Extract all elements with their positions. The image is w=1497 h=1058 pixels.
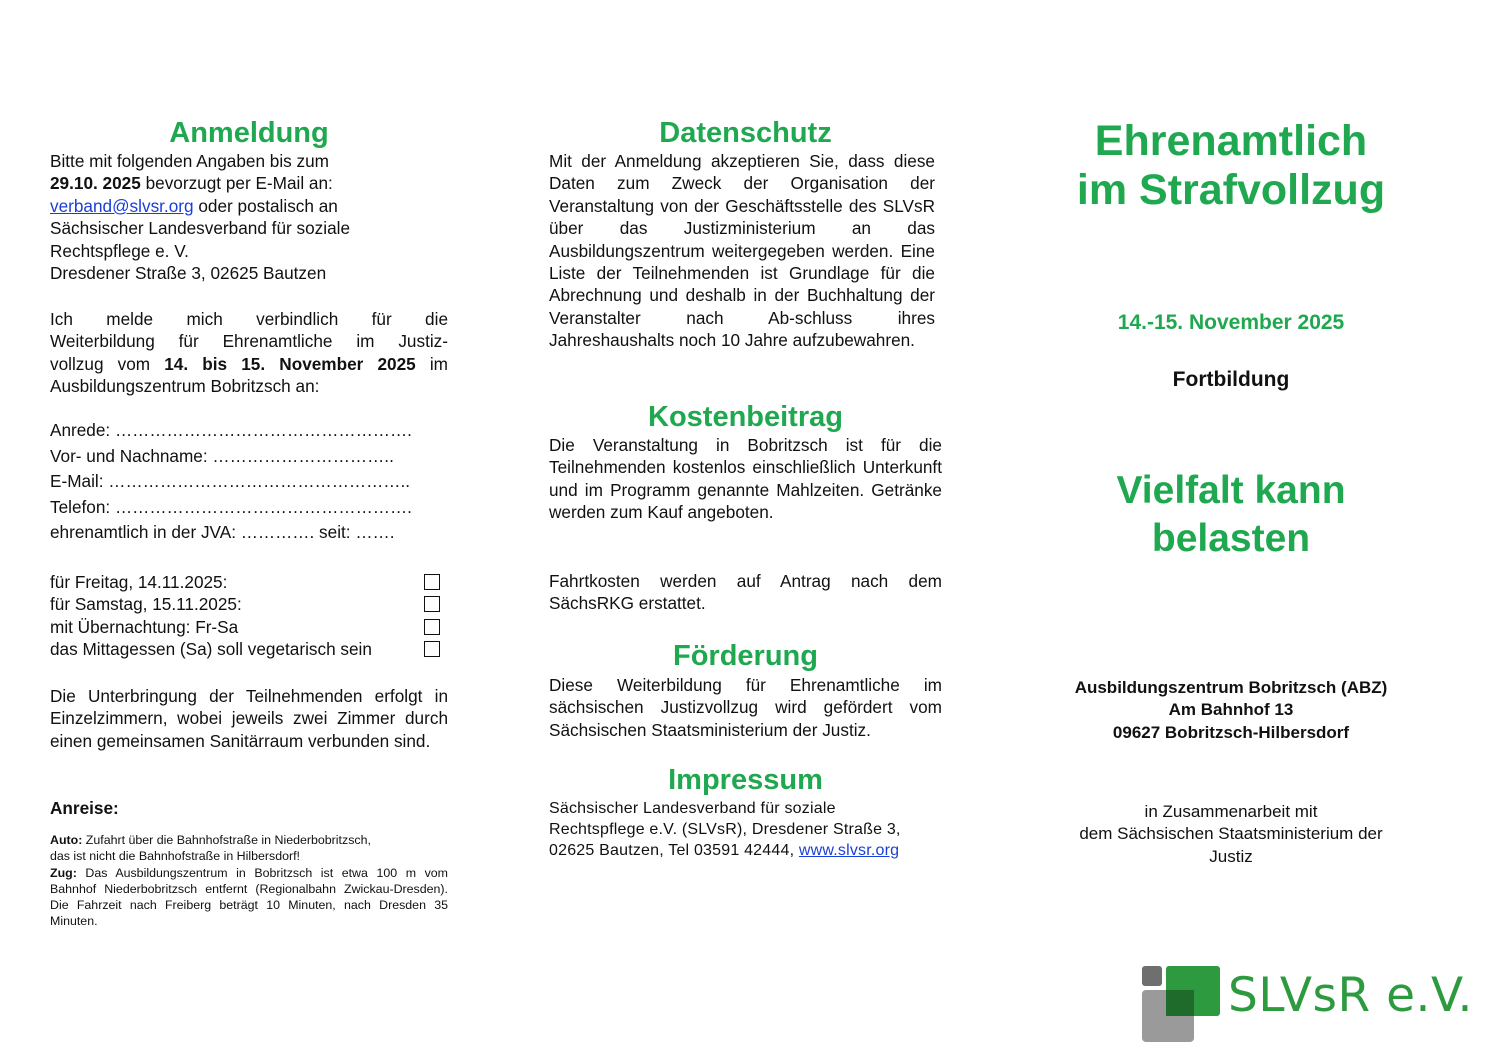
intro-text: oder postalisch an bbox=[193, 195, 338, 216]
event-type: Fortbildung bbox=[1172, 368, 1290, 391]
check-label: das Mittagessen (Sa) soll vegetarisch sein bbox=[50, 639, 372, 660]
anreise-details bbox=[50, 832, 448, 930]
partner-note bbox=[1040, 801, 1422, 868]
check-row-uebernachtung bbox=[50, 616, 440, 638]
vegetarisch-checkbox[interactable] bbox=[424, 641, 440, 657]
intro-deadline-line bbox=[50, 172, 448, 194]
statement-line: Ich melde mich verbindlich für die bbox=[50, 309, 448, 329]
statement-line bbox=[50, 353, 448, 375]
registration-statement bbox=[50, 308, 448, 398]
cover-title bbox=[1040, 117, 1422, 215]
impressum-heading: Impressum bbox=[668, 764, 823, 796]
venue-line: Am Bahnhof 13 bbox=[1168, 700, 1294, 720]
venue-line: 09627 Bobritzsch-Hilbersdorf bbox=[1112, 722, 1350, 742]
form-email-field[interactable]: E-Mail: …………………………………………….. bbox=[50, 471, 410, 492]
statement-text: vollzug vom bbox=[50, 353, 165, 374]
impressum-contact: 02625 Bautzen, Tel 03591 42444, bbox=[549, 842, 799, 859]
intro-text: bevorzugt per E-Mail an: bbox=[140, 173, 333, 194]
impressum-line bbox=[549, 840, 949, 861]
check-row-samstag bbox=[50, 593, 440, 615]
zug-body: Das Ausbildungszentrum in Bobritzsch ist etwa 100 m vom Bahnhof Niederbobritzsch entfernt (Regionalbahn Zwickau-Dresden). Die Fahrzeit nach Freiberg beträgt 10 Minuten, nach Dresden 35 Minuten. bbox=[50, 865, 448, 929]
foerderung-heading: Förderung bbox=[673, 640, 818, 672]
form-telefon-field[interactable]: Telefon: ……………………………………………. bbox=[50, 496, 412, 517]
form-anrede-field[interactable]: Anrede: ……………………………………………. bbox=[50, 420, 412, 440]
impressum-text bbox=[549, 798, 949, 861]
email-link[interactable]: verband@slvsr.org bbox=[50, 195, 194, 216]
check-label: für Freitag, 14.11.2025: bbox=[50, 572, 228, 592]
kostenbeitrag-text: Die Veranstaltung in Bobritzsch ist für die Teilnehmenden kostenlos einschließlich Unterkunft und im Programm genannte Mahlzeiten. Getränke werden zum Kauf angeboten. bbox=[549, 435, 942, 523]
logo-squares-icon bbox=[1142, 966, 1222, 1044]
website-link[interactable]: www.slvsr.org bbox=[798, 842, 900, 859]
fahrtkosten-text: Fahrtkosten werden auf Antrag nach dem SächsRKG erstattet. bbox=[549, 571, 942, 614]
anmeldung-heading: Anmeldung bbox=[169, 117, 329, 149]
form-jva-field[interactable]: ehrenamtlich in der JVA: …………. seit: ……. bbox=[50, 522, 395, 543]
anreise-heading-text: Anreise: bbox=[50, 798, 119, 818]
subtitle-line: Vielfalt kann bbox=[1116, 469, 1346, 512]
registration-form bbox=[50, 418, 448, 546]
auto-label: Auto: bbox=[50, 833, 83, 847]
statement-line: Ausbildungszentrum Bobritzsch an: bbox=[50, 376, 320, 397]
event-date: 14.-15. November 2025 bbox=[1117, 311, 1345, 334]
anmeldung-intro bbox=[50, 150, 448, 284]
samstag-checkbox[interactable] bbox=[424, 596, 440, 612]
datenschutz-text: Mit der Anmeldung akzeptieren Sie, dass diese Daten zum Zweck der Organisation der Veranstaltung von der Geschäftsstelle des SLVsR über das Justizministerium an das Ausbildungszentrum weitergegeben werden. Eine Liste der Teilnehmenden ist Grundlage für die Abrechnung und deshalb in der Buchhaltung der Veranstalter nach Ab-schluss ihres Jahreshaushalts noch 10 Jahre aufzubewahren. bbox=[549, 151, 935, 351]
auto-line: das ist nicht die Bahnhofstraße in Hilbersdorf! bbox=[50, 849, 301, 864]
impressum-line: Sächsischer Landesverband für soziale bbox=[549, 800, 836, 817]
check-row-freitag bbox=[50, 571, 440, 593]
cover-subtitle bbox=[1040, 467, 1422, 563]
intro-email-line bbox=[50, 195, 448, 217]
title-line: Ehrenamtlich bbox=[1094, 117, 1368, 165]
uebernachtung-checkbox[interactable] bbox=[424, 619, 440, 635]
zug-text bbox=[50, 865, 448, 930]
datenschutz-heading: Datenschutz bbox=[659, 117, 832, 149]
kostenbeitrag-heading: Kostenbeitrag bbox=[648, 401, 843, 433]
subtitle-line: belasten bbox=[1151, 517, 1311, 560]
form-name-field[interactable]: Vor- und Nachname: ………………………….. bbox=[50, 445, 394, 466]
check-label: für Samstag, 15.11.2025: bbox=[50, 594, 242, 615]
deadline-date: 29.10. 2025 bbox=[50, 173, 141, 194]
slvsr-logo bbox=[1142, 966, 1473, 1044]
statement-date: 14. bis 15. November 2025 bbox=[164, 353, 416, 374]
statement-text: im bbox=[415, 353, 448, 374]
title-line: im Strafvollzug bbox=[1076, 166, 1386, 214]
intro-line: Sächsischer Landesverband für soziale bbox=[50, 218, 351, 239]
unterbringung-text: Die Unterbringung der Teilnehmenden erfolgt in Einzelzimmern, wobei jeweils zwei Zimmer durch einen gemeinsamen Sanitärraum verbunden sind. bbox=[50, 686, 448, 751]
partner-line: in Zusammenarbeit mit bbox=[1144, 802, 1318, 821]
check-row-vegetarisch bbox=[50, 638, 440, 660]
zug-label: Zug: bbox=[50, 865, 77, 880]
impressum-line: Rechtspflege e.V. (SLVsR), Dresdener Straße 3, bbox=[549, 821, 901, 838]
logo-text: SLVsR e.V. bbox=[1228, 968, 1473, 1023]
intro-line: Bitte mit folgenden Angaben bis zum bbox=[50, 151, 329, 171]
intro-address-line: Dresdener Straße 3, 02625 Bautzen bbox=[50, 263, 327, 284]
check-label: mit Übernachtung: Fr-Sa bbox=[50, 616, 239, 637]
venue-address bbox=[1040, 677, 1422, 744]
auto-line bbox=[50, 832, 448, 848]
venue-line: Ausbildungszentrum Bobritzsch (ABZ) bbox=[1074, 678, 1388, 697]
partner-line: dem Sächsischen Staatsministerium der bbox=[1079, 824, 1383, 844]
anreise-heading bbox=[50, 797, 448, 819]
checkbox-group bbox=[50, 571, 440, 661]
statement-line: Weiterbildung für Ehrenamtliche im Justiz- bbox=[50, 331, 448, 352]
foerderung-text: Diese Weiterbildung für Ehrenamtliche im sächsischen Justizvollzug wird gefördert vom Sächsischen Staatsministerium der Justiz. bbox=[549, 675, 942, 740]
auto-text: Zufahrt über die Bahnhofstraße in Niederbobritzsch, bbox=[82, 833, 371, 847]
freitag-checkbox[interactable] bbox=[424, 574, 440, 590]
partner-line: Justiz bbox=[1209, 846, 1253, 866]
intro-line: Rechtspflege e. V. bbox=[50, 240, 189, 261]
